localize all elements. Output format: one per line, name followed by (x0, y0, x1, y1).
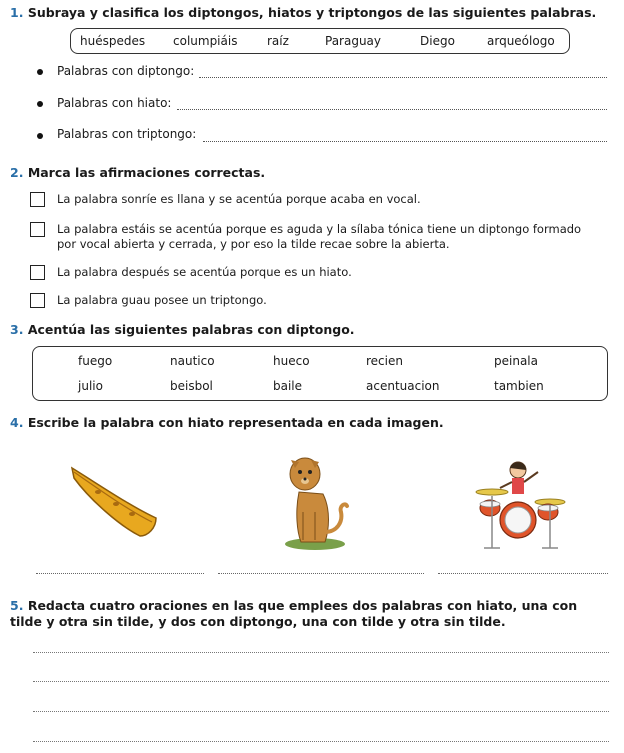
q4-number: 4. (10, 415, 24, 430)
q1-bullet-label: Palabras con diptongo: (57, 64, 195, 78)
bullet-icon (37, 69, 43, 75)
q1-text: Subraya y clasifica los diptongos, hiatos y triptongos de las siguientes palabras. (27, 5, 597, 20)
q2-checkbox[interactable] (30, 192, 45, 207)
q3-word: nautico (170, 354, 215, 368)
q1-title (10, 5, 596, 20)
q4-answer-line[interactable] (438, 573, 608, 574)
q3-word: julio (78, 379, 103, 393)
q3-word: beisbol (170, 379, 213, 393)
q2-text: Marca las afirmaciones correctas. (27, 165, 266, 180)
q3-word: hueco (273, 354, 310, 368)
q2-statement: La palabra guau posee un triptongo. (57, 293, 267, 307)
q2-statement: La palabra estáis se acentúa porque es aguda y la sílaba tónica tiene un diptongo formado por vocal abierta y cerrada, y por eso la tilde recae sobre la abierta. (57, 222, 582, 251)
q4-text: Escribe la palabra con hiato representada en cada imagen. (27, 415, 444, 430)
q3-text: Acentúa las siguientes palabras con diptongo. (27, 322, 355, 337)
q3-word: recien (366, 354, 403, 368)
q5-writing-line[interactable] (33, 652, 609, 653)
lion-image (275, 452, 355, 552)
q1-bullet-label: Palabras con hiato: (57, 96, 172, 110)
q5-writing-line[interactable] (33, 681, 609, 682)
q4-answer-line[interactable] (36, 573, 204, 574)
q5-writing-line[interactable] (33, 741, 609, 742)
q2-statement: La palabra sonríe es llana y se acentúa porque acaba en vocal. (57, 192, 421, 206)
q3-word-box (32, 346, 608, 401)
q5-writing-line[interactable] (33, 711, 609, 712)
q4-answer-line[interactable] (218, 573, 424, 574)
q3-word: baile (273, 379, 303, 393)
q3-word: tambien (494, 379, 544, 393)
q1-word: Diego (420, 34, 455, 48)
q1-number: 1. (10, 5, 24, 20)
q1-word: raíz (267, 34, 289, 48)
q5-number: 5. (10, 598, 24, 613)
bullet-icon (37, 101, 43, 107)
side-margin-mark (2, 655, 8, 745)
q2-title (10, 165, 265, 180)
q5-text: Redacta cuatro oraciones en las que emplees dos palabras con hiato, una con tilde y otra sin tilde, y dos con diptongo, una con tilde y otra sin tilde. (10, 598, 578, 629)
q5-title (10, 598, 610, 630)
q1-word: columpiáis (173, 34, 238, 48)
q3-number: 3. (10, 322, 24, 337)
q1-word: huéspedes (80, 34, 146, 48)
q1-word: Paraguay (325, 34, 382, 48)
drummer-image (470, 458, 570, 553)
q1-bullet-label: Palabras con triptongo: (57, 127, 197, 141)
q3-title (10, 322, 355, 337)
q1-answer-line-diptongo[interactable] (199, 77, 607, 78)
q2-checkbox[interactable] (30, 293, 45, 308)
q1-answer-line-hiato[interactable] (177, 109, 607, 110)
q3-word: fuego (78, 354, 113, 368)
q4-title (10, 415, 444, 430)
q1-word: arqueólogo (487, 34, 555, 48)
q3-word: acentuacion (366, 379, 440, 393)
q2-checkbox[interactable] (30, 265, 45, 280)
q2-statement: La palabra después se acentúa porque es un hiato. (57, 265, 352, 279)
q1-word-box (70, 28, 570, 54)
canoe-image (68, 462, 160, 542)
bullet-icon (37, 133, 43, 139)
q3-word: peinala (494, 354, 538, 368)
q1-answer-line-triptongo[interactable] (203, 141, 607, 142)
q2-number: 2. (10, 165, 24, 180)
q2-checkbox[interactable] (30, 222, 45, 237)
